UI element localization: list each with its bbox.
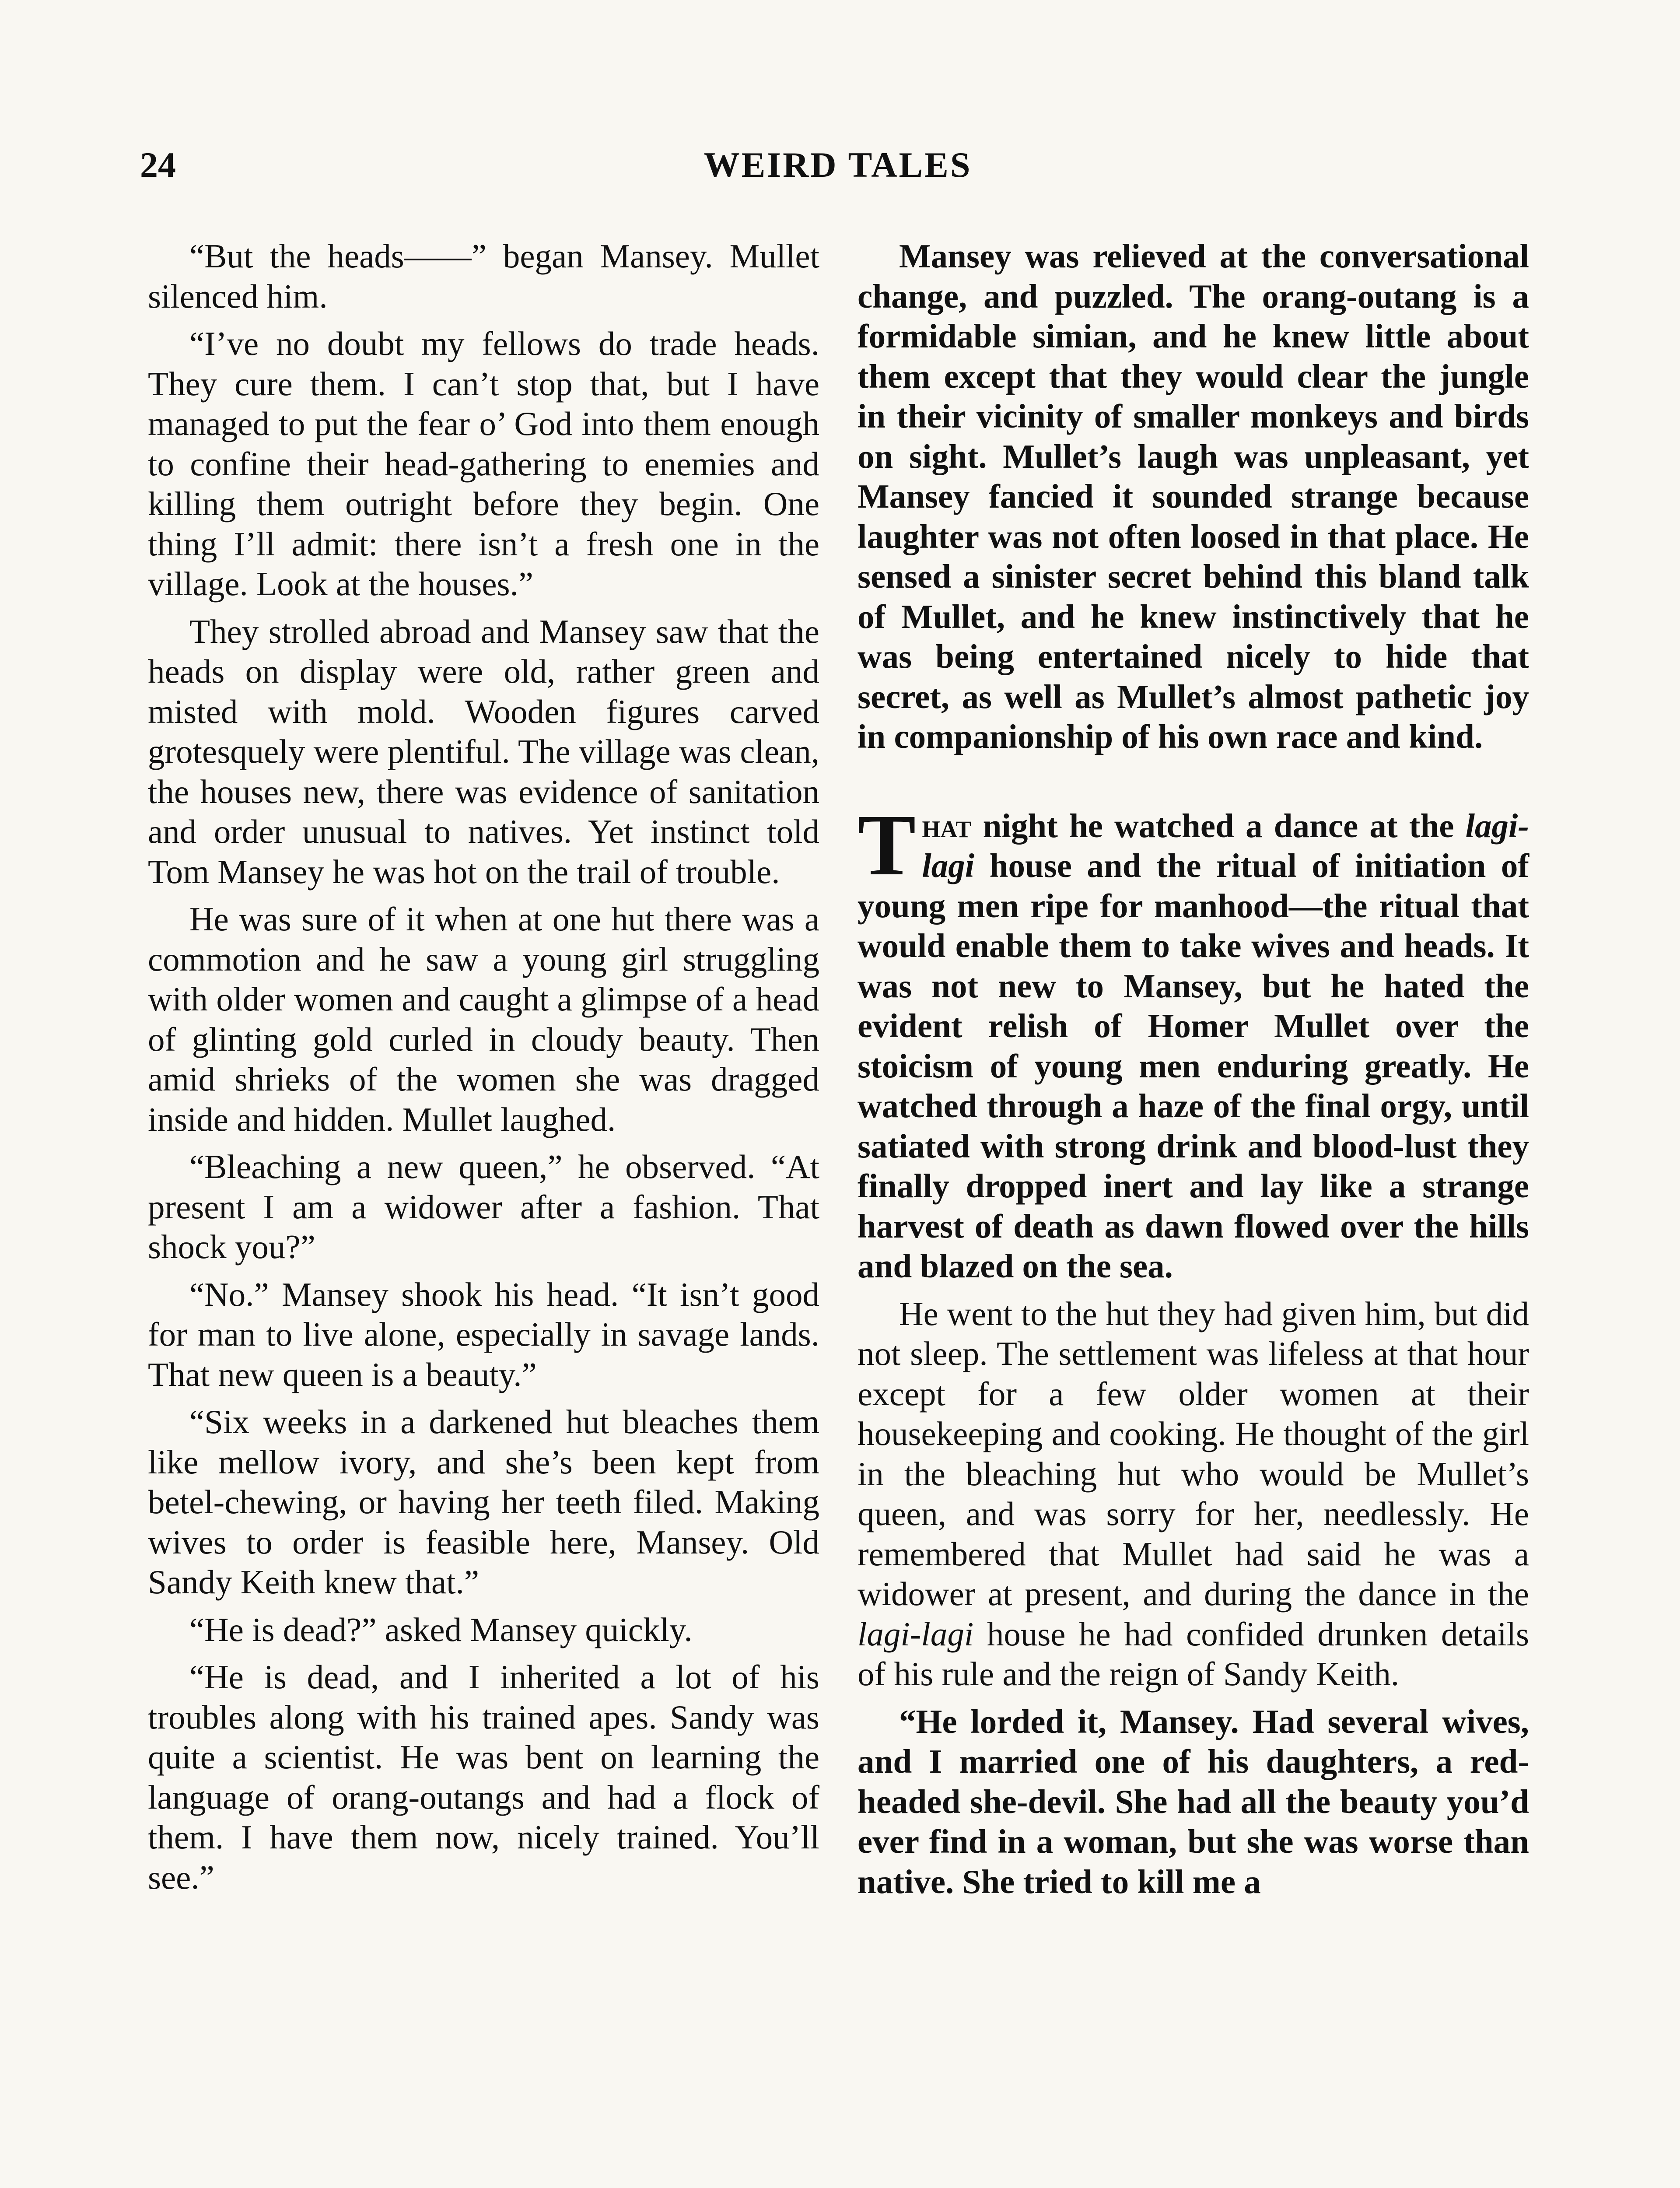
paragraph: He was sure of it when at one hut there was a commotion and he saw a young girl struggling with older women and caught a glimpse of a head of glinting gold curled in cloudy beauty. Then amid shrieks of the women she was dragged inside and hidden. Mullet laughed. (148, 900, 819, 1138)
paragraph-text: He went to the hut they had given him, but did not sleep. The settlement was lifeless at that hour except for a few older women at their housekeeping and cooking. He thought of the girl in the bleaching hut who would be Mullet’s queen, and was sorry for her, needlessly. He remembered that Mullet had said he was a widower at present, and during the dance in the (858, 1294, 1529, 1613)
running-head (140, 144, 1536, 188)
right-column (858, 236, 1529, 1909)
paragraph: “He is dead?” asked Mansey quickly. (189, 1610, 693, 1648)
paragraph: “He is dead, and I inherited a lot of his troubles along with his trained apes. Sandy was quite a scientist. He was bent on learning the language of orang-outangs and had a flock of them. I have them now, nicely trained. You’ll see.” (148, 1658, 819, 1896)
paragraph-text: house and the ritual of initiation of young men ripe for manhood—the ritual that would enable them to take wives and heads. It was not new to Mansey, but he hated the evident relish of Homer Mullet over the stoicism of young men enduring greatly. He watched through a haze of the final orgy, until satiated with strong drink and blood-lust they finally dropped inert and lay like a strange harvest of death as dawn flowed over the hills and blazed on the sea. (858, 847, 1529, 1285)
italic-term: lagi-lagi (858, 1615, 974, 1653)
magazine-title: WEIRD TALES (704, 145, 972, 185)
paragraph: “No.” Mansey shook his head. “It isn’t good for man to live alone, especially in savage lands. That new queen is a beauty.” (148, 1275, 819, 1393)
page-number: 24 (140, 145, 176, 185)
paragraph: “Bleaching a new queen,” he observed. “At present I am a widower after a fashion. That shock you?” (148, 1148, 819, 1266)
section-break (858, 764, 1529, 806)
paragraph (858, 1294, 1529, 1694)
left-column (148, 236, 819, 1905)
paragraph: “I’ve no doubt my fellows do trade heads. They cure them. I can’t stop that, but I have managed to put the fear o’ God into them enough to confine their head-gathering to enemies and killing them outright before they begin. One thing I’ll admit: there isn’t a fresh one in the village. Look at the houses.” (148, 325, 819, 603)
small-caps-lead: hat (922, 806, 972, 845)
paragraph: They strolled abroad and Mansey saw that the heads on display were old, rather green and misted with mold. Wooden figures carved grotesquely were plentiful. The village was clean, the houses new, there was evidence of sanitation and order unusual to natives. Yet instinct told Tom Mansey he was hot on the trail of trouble. (148, 612, 819, 891)
paragraph: “But the heads——” began Mansey. Mullet silenced him. (148, 237, 819, 315)
paragraph-text: house he had confided drunken details of his rule and the reign of Sandy Keith. (858, 1615, 1529, 1693)
paragraph: “He lorded it, Mansey. Had several wives, and I married one of his daughters, a red-headed she-devil. She had all the beauty you’d ever find in a woman, but she was worse than native. She tried to kill me a (858, 1702, 1529, 1900)
drop-cap: T (858, 796, 916, 894)
italic-term: lagi-lagi (922, 806, 1529, 884)
paragraph-text: night he watched a dance at the (971, 806, 1466, 845)
paragraph: Mansey was relieved at the conversational change, and puzzled. The orang-outang is a formidable simian, and he knew little about them except that they would clear the jungle in their vicinity of smaller monkeys and birds on sight. Mullet’s laugh was unpleasant, yet Mansey fancied it sounded strange because laughter was not often loosed in that place. He sensed a sinister secret behind this bland talk of Mullet, and he knew instinctively that he was being entertained nicely to hide that secret, as well as Mullet’s almost pathetic joy in companionship of his own race and kind. (858, 237, 1529, 755)
paragraph: “Six weeks in a darkened hut bleaches them like mellow ivory, and she’s been kept from betel-chewing, or having her teeth filed. Making wives to order is feasible here, Mansey. Old Sandy Keith knew that.” (148, 1403, 819, 1601)
section-opening-paragraph (858, 796, 1529, 1287)
